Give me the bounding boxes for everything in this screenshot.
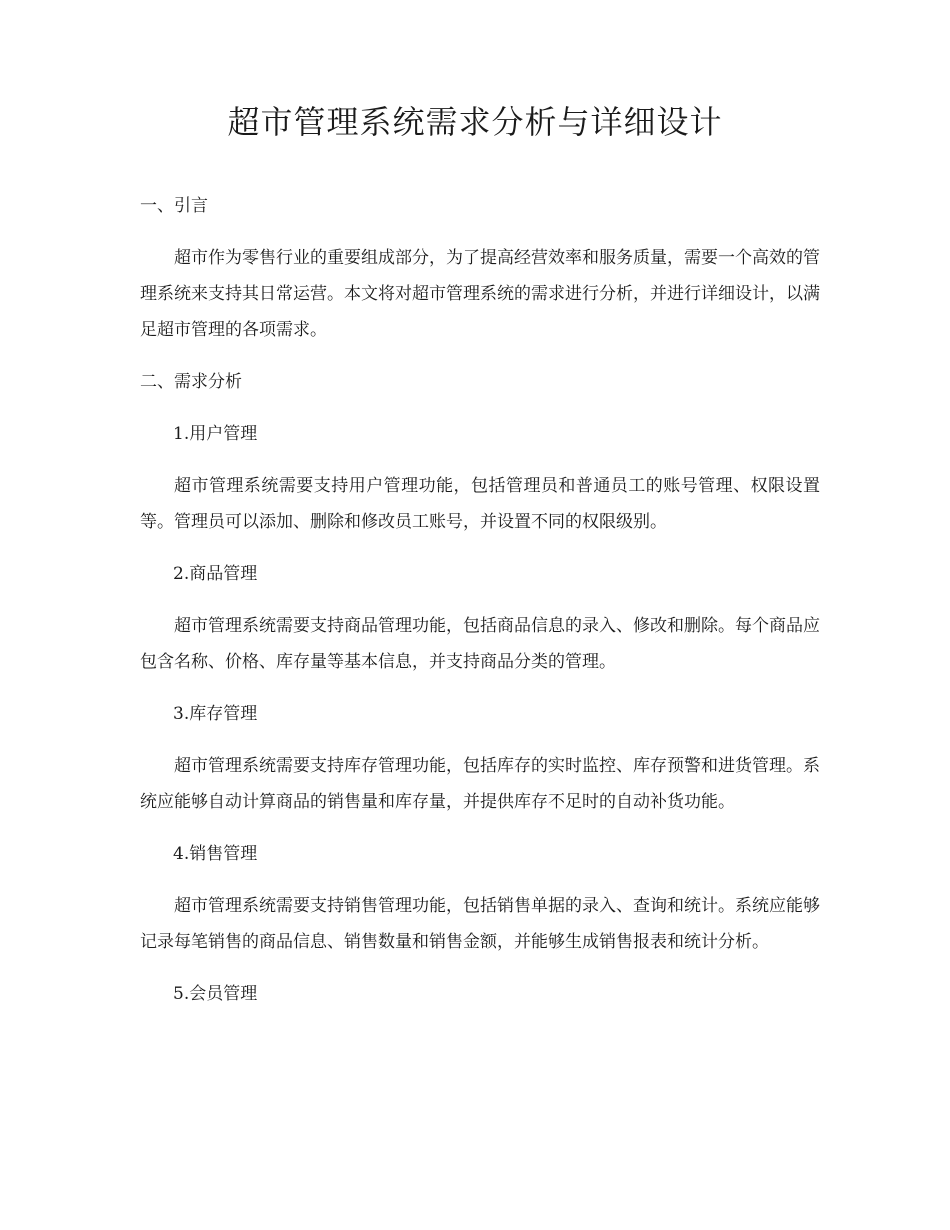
intro-paragraph: 超市作为零售行业的重要组成部分，为了提高经营效率和服务质量，需要一个高效的管理系统来支持其日常运营。本文将对超市管理系统的需求进行分析，并进行详细设计，以满足超市管理的各项需求。 xyxy=(140,248,820,340)
paragraph-user-management: 超市管理系统需要支持用户管理功能，包括管理员和普通员工的账号管理、权限设置等。管理员可以添加、删除和修改员工账号，并设置不同的权限级别。 xyxy=(140,476,820,532)
subheading-inventory-management: 3.库存管理 xyxy=(173,704,258,724)
paragraph-sales-management: 超市管理系统需要支持销售管理功能，包括销售单据的录入、查询和统计。系统应能够记录每笔销售的商品信息、销售数量和销售金额，并能够生成销售报表和统计分析。 xyxy=(140,896,820,952)
document-title: 超市管理系统需求分析与详细设计 xyxy=(227,103,723,141)
subheading-sales-management: 4.销售管理 xyxy=(173,844,258,864)
subheading-user-management: 1.用户管理 xyxy=(173,424,258,444)
paragraph-inventory-management: 超市管理系统需要支持库存管理功能，包括库存的实时监控、库存预警和进货管理。系统应能够自动计算商品的销售量和库存量，并提供库存不足时的自动补货功能。 xyxy=(140,756,820,812)
section-heading-requirements: 二、需求分析 xyxy=(140,372,242,392)
subheading-product-management: 2.商品管理 xyxy=(173,564,258,584)
section-heading-intro: 一、引言 xyxy=(140,196,208,216)
subheading-member-management: 5.会员管理 xyxy=(173,984,258,1004)
document-body xyxy=(140,188,820,1028)
paragraph-product-management: 超市管理系统需要支持商品管理功能，包括商品信息的录入、修改和删除。每个商品应包含名称、价格、库存量等基本信息，并支持商品分类的管理。 xyxy=(140,616,820,672)
